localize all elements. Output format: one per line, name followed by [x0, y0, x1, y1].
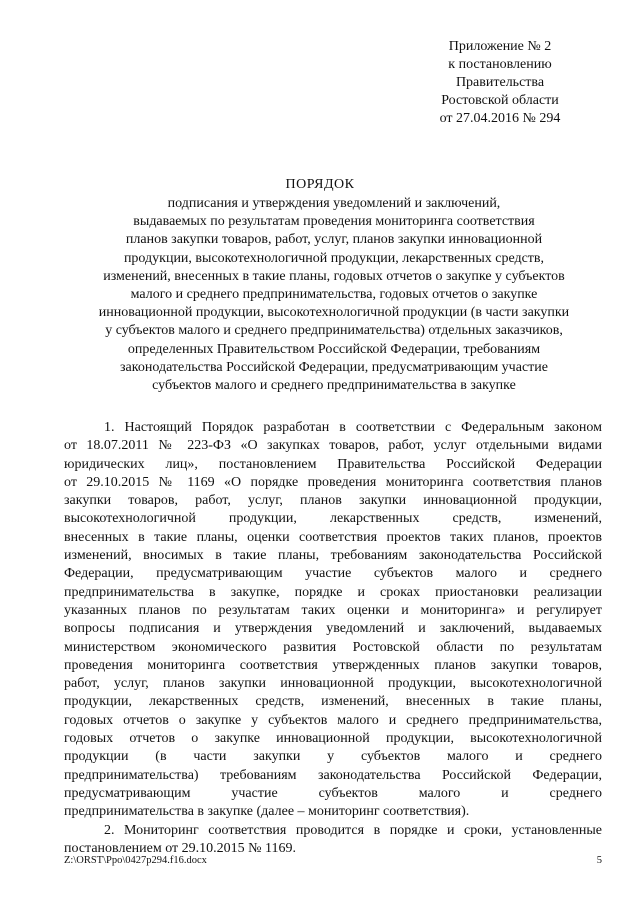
- paragraph-1-line: от 18.07.2011 № 223-ФЗ «О закупках товаров, работ, услуг отдельными видами: [64, 438, 602, 454]
- document-subtitle: [64, 195, 604, 395]
- paragraph-1-line: 1. Настоящий Порядок разработан в соответствии с Федеральным законом: [104, 420, 602, 435]
- appendix-line: от 27.04.2016 № 294: [439, 111, 561, 126]
- body-text: [64, 419, 602, 858]
- paragraph-1-line: Федерации, предусматривающим участие субъектов малого и среднего: [64, 566, 602, 582]
- paragraph-1-line: вопросы подписания и утверждения уведомлений и заключений, выдаваемых: [64, 621, 602, 637]
- paragraph-1-line: изменений, вносимых в такие планы, требованиям законодательства Российской: [64, 548, 602, 564]
- appendix-line: Приложение № 2: [448, 39, 552, 54]
- subtitle-line: определенных Правительством Российской Федерации, требованиям: [127, 341, 541, 357]
- footer-file-path: Z:\ORST\Ppo\0427p294.f16.docx: [64, 855, 207, 866]
- paragraph-1-line: юридических лиц», постановлением Правительства Российской Федерации: [64, 456, 602, 472]
- paragraph-1-line: предпринимательства в закупке (далее – мониторинг соответствия).: [64, 804, 470, 820]
- subtitle-line: продукции, высокотехнологичной продукции, лекарственных средств,: [123, 250, 545, 266]
- paragraph-1-line: закупки товаров, работ, услуг, планов закупки инновационной продукции,: [64, 493, 602, 509]
- paragraph-1-line: от 29.10.2015 № 1169 «О порядке проведения мониторинга соответствия планов: [64, 474, 602, 490]
- paragraph-1-line: высокотехнологичной продукции, лекарственных средств, изменений,: [64, 511, 602, 527]
- subtitle-line: субъектов малого и среднего предпринимательства в закупке: [152, 378, 516, 394]
- paragraph-1-line: работ, услуг, планов закупки инновационной продукции, высокотехнологичной: [64, 676, 602, 692]
- subtitle-line: изменений, внесенных в такие планы, годовых отчетов о закупке у субъектов: [103, 268, 565, 284]
- subtitle-line: у субъектов малого и среднего предпринимательства) отдельных заказчиков,: [105, 323, 563, 339]
- paragraph-1-line: продукции, лекарственных средств, изменений, внесенных в такие планы,: [64, 694, 602, 710]
- paragraph-1-line: продукции (в части закупки у субъектов малого и среднего: [64, 749, 602, 765]
- paragraph-1-line: указанных планов по результатам таких оценки и мониторинга» и регулирует: [64, 602, 602, 618]
- paragraph-1-line: годовых отчетов о закупке у субъектов малого и среднего предпринимательства,: [64, 712, 602, 728]
- paragraph-1-line: проведения мониторинга соответствия утвержденных планов закупки товаров,: [64, 657, 602, 673]
- subtitle-line: законодательства Российской Федерации, предусматривающим участие: [120, 359, 548, 375]
- subtitle-line: подписания и утверждения уведомлений и заключений,: [167, 196, 501, 211]
- paragraph-1-line: предусматривающим участие субъектов малого и среднего: [64, 785, 602, 801]
- paragraph-1-line: предпринимательства в закупке, порядке и сроках приостановки реализации: [64, 584, 602, 600]
- paragraph-2-line: 2. Мониторинг соответствия проводится в порядке и сроки, установленные: [104, 822, 602, 838]
- appendix-line: Правительства: [455, 75, 545, 90]
- subtitle-line: планов закупки товаров, работ, услуг, планов закупки инновационной: [125, 232, 543, 248]
- paragraph-2-line: постановлением от 29.10.2015 № 1169.: [64, 840, 297, 856]
- appendix-line: Ростовской области: [441, 93, 559, 108]
- page-number: 5: [596, 855, 602, 866]
- appendix-line: к постановлению: [448, 57, 552, 72]
- paragraph-1-line: годовых отчетов о закупке инновационной продукции, высокотехнологичной: [64, 731, 602, 747]
- paragraph-1-line: министерством экономического развития Ростовской области по результатам: [64, 639, 602, 655]
- document-title: ПОРЯДОК: [285, 177, 355, 192]
- subtitle-line: малого и среднего предпринимательства, годовых отчетов о закупке: [130, 287, 538, 303]
- paragraph-1-line: предпринимательства) требованиям законодательства Российской Федерации,: [64, 767, 602, 783]
- paragraph-1-line: внесенных в такие планы, оценки соответствия проектов таких планов, проектов: [64, 529, 602, 545]
- subtitle-line: выдаваемых по результатам проведения мониторинга соответствия: [133, 214, 535, 230]
- subtitle-line: инновационной продукции, высокотехнологичной продукции (в части закупки: [98, 305, 570, 321]
- appendix-header: [400, 38, 600, 128]
